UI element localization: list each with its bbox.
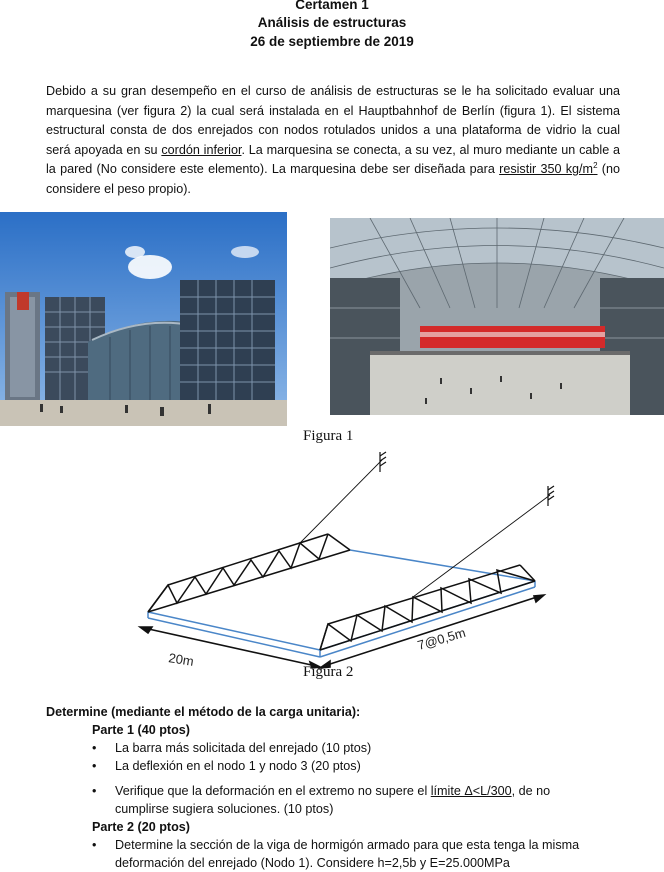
station-interior-photo (330, 218, 664, 415)
exam-date: 26 de septiembre de 2019 (250, 34, 414, 49)
part-2-heading: Parte 2 (20 ptos) (92, 820, 190, 834)
station-exterior-photo (0, 212, 287, 426)
list-item: • La deflexión en el nodo 1 y nodo 3 (20 ptos) (92, 759, 361, 773)
course-title: Análisis de estructuras (257, 15, 407, 30)
underlined-load: resistir 350 $kg/m^2$ (499, 160, 598, 176)
canopy-truss-diagram (130, 450, 560, 670)
exam-title: Certamen 1 (295, 0, 369, 12)
tasks-heading: Determine (mediante el método de la carga unitaria): (46, 705, 361, 719)
tasks-section (46, 703, 626, 872)
figure-1-caption: Figura 1 (303, 428, 354, 444)
dimension-length-label: 20m (167, 650, 195, 669)
list-item: • La barra más solicitada del enrejado (10 ptos) (92, 741, 372, 755)
figure-2-caption: Figura 2 (303, 664, 354, 680)
dimension-spacing-label: 7@0,5m (415, 624, 468, 653)
part-1-heading: Parte 1 (40 ptos) (92, 723, 190, 737)
underlined-cordon: cordón inferior (161, 142, 242, 157)
list-item: • Verifique que la deformación en el extremo no supere el límite Δ<L/300, de no cumplirse sugiera soluciones. (10 ptos) (92, 784, 551, 816)
intro-paragraph: Debido a su gran desempeño en el curso de análisis de estructuras se le ha solicitado evaluar una marquesina (ver figura 2) la cual será instalada en el Hauptbahnhof de Berlín (figura 1). El sistema estructural consta de dos enrejados con nodos rotulados unidos a una plataforma de vidrio la cual será apoyada en su cordón inferior. La marquesina se conecta, a su vez, al muro mediante un cable a la pared (No considere este elemento). La marquesina debe ser diseñada para resistir 350 $kg/m^2$ (no considere el peso propio). (46, 84, 621, 196)
list-item: • Determine la sección de la viga de hormigón armado para que esta tenga la misma deformación del enrejado (Nodo 1). Considere h=2,5b y E=25.000MPa (92, 838, 580, 870)
